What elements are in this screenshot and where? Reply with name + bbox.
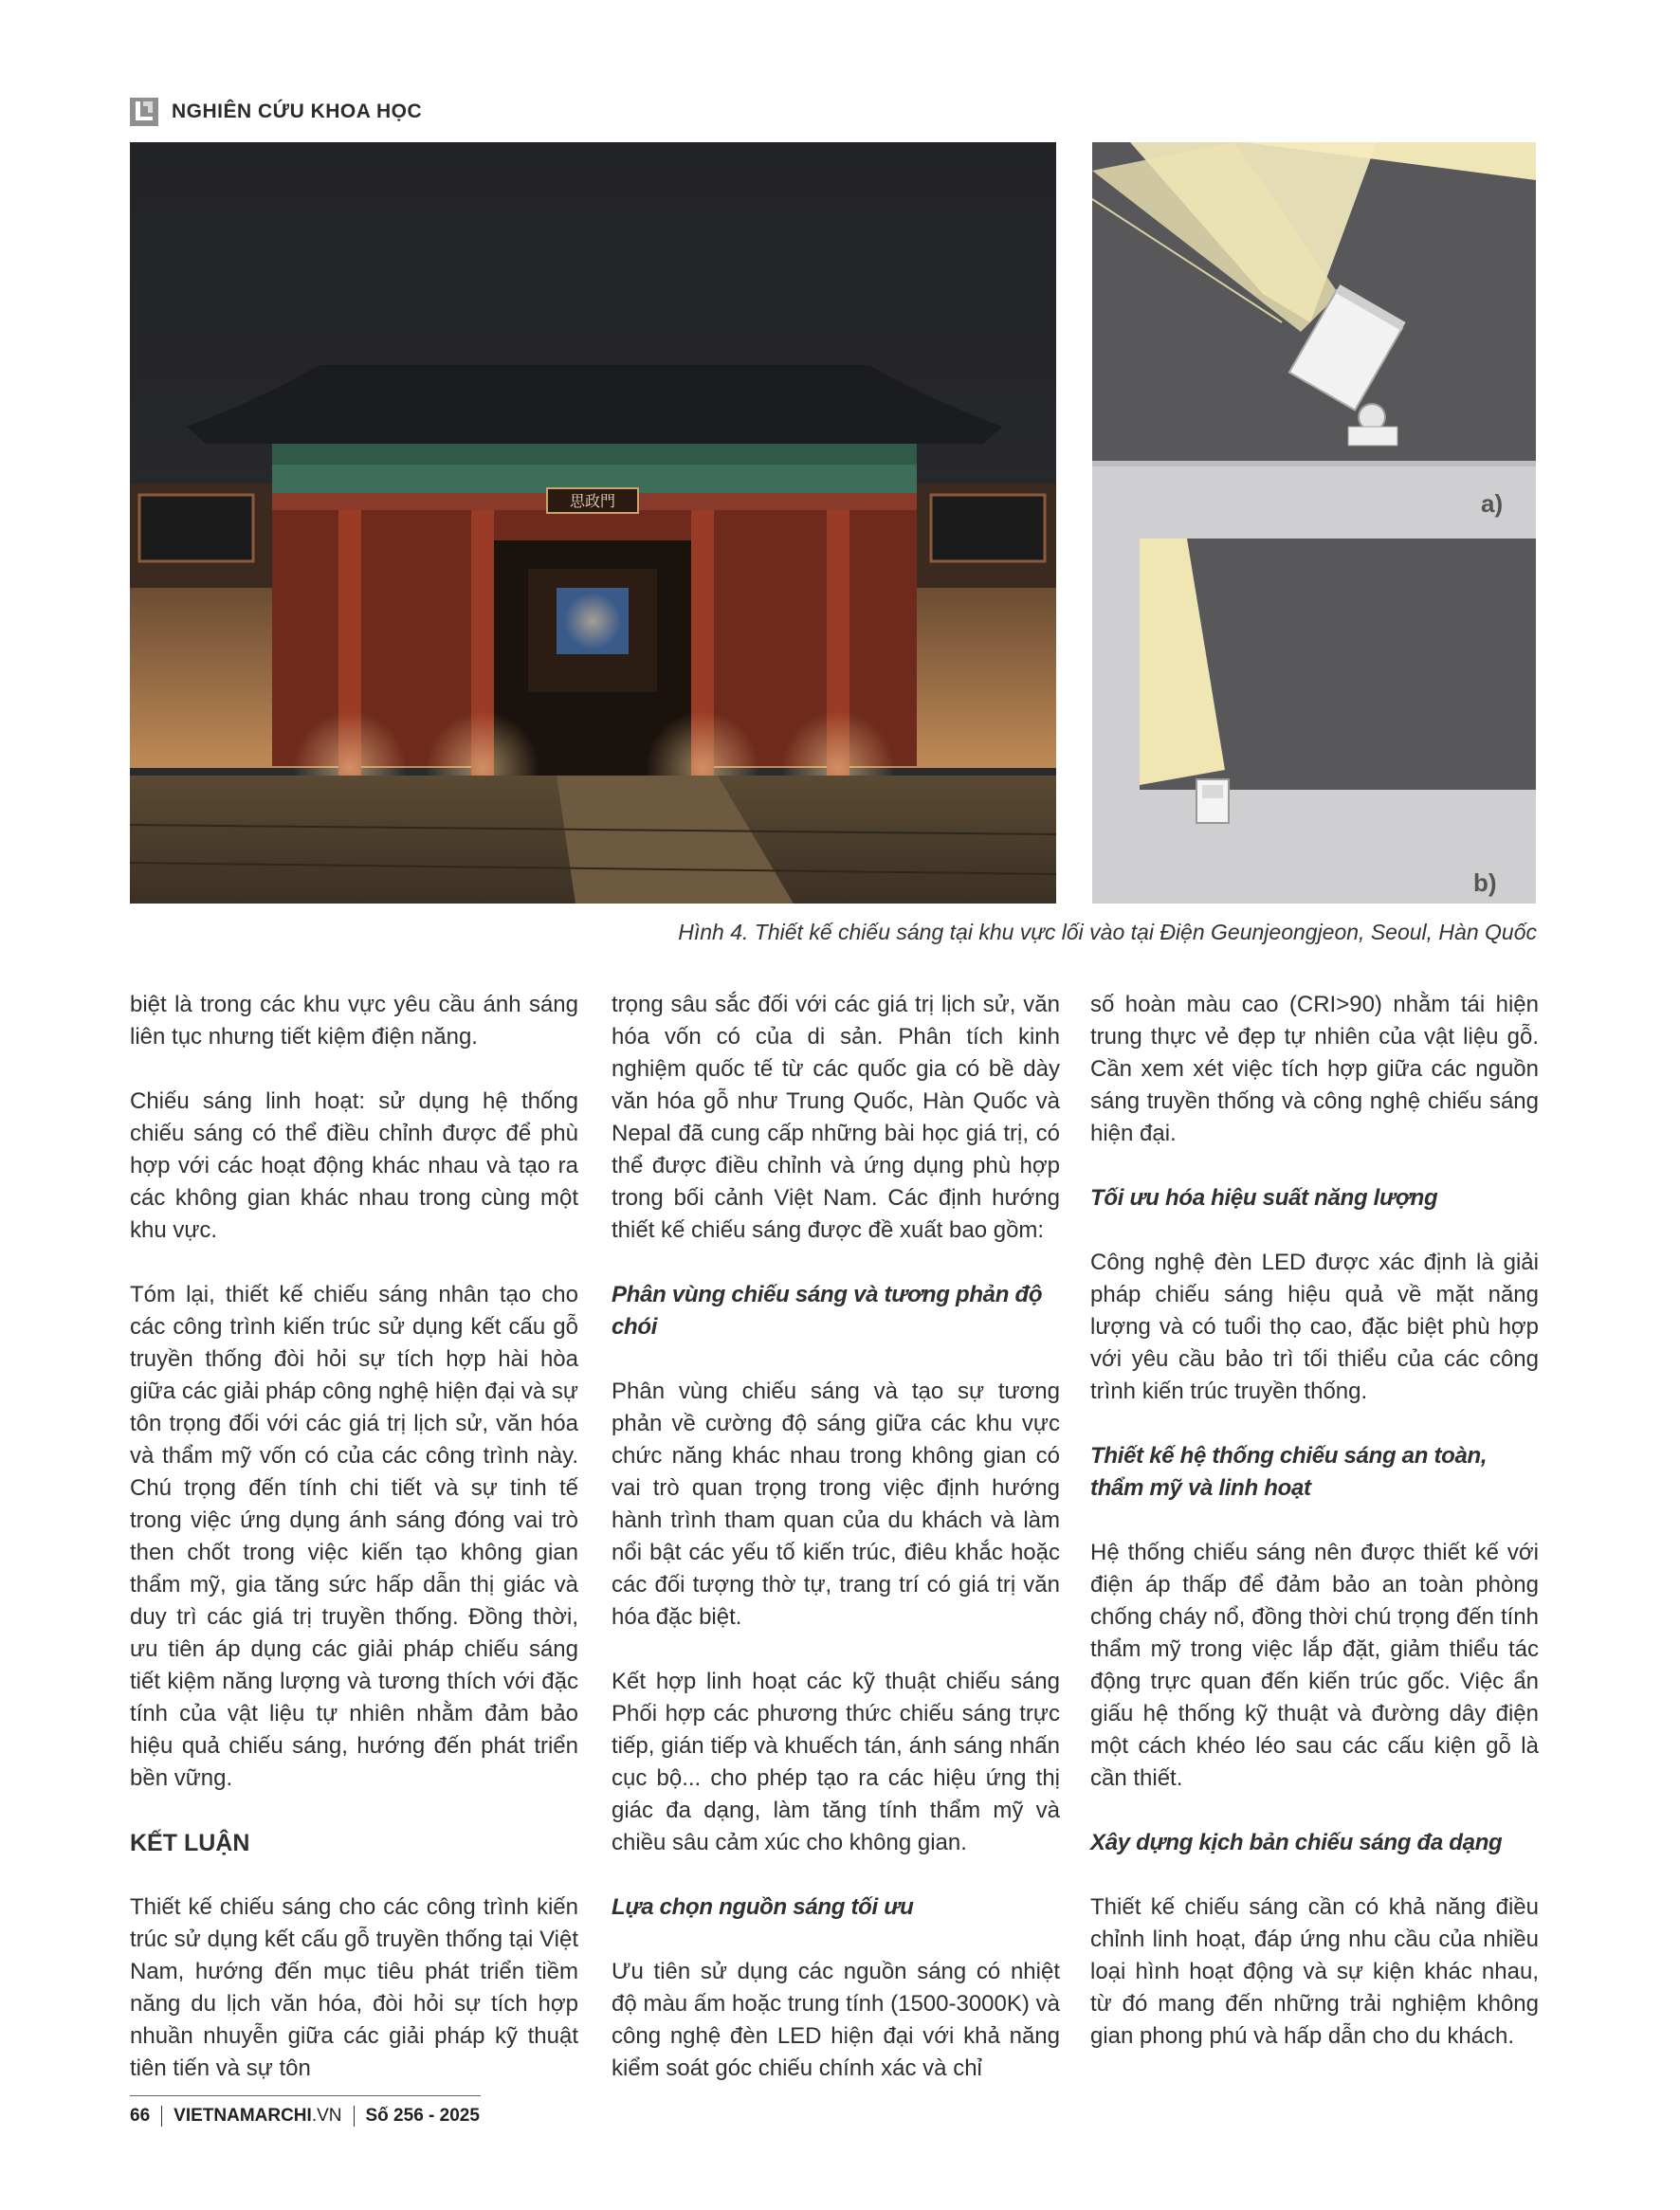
paragraph: Thiết kế chiếu sáng cho các công trình kiến trúc sử dụng kết cấu gỗ truyền thống tại Việt Nam, hướng đến mục tiêu phát triển tiềm năng du lịch văn hóa, đòi hỏi sự tích hợp nhuần nhuyễn giữa các giải pháp kỹ thuật tiên tiến và sự tôn [130, 1894, 578, 2081]
issue-number: Số 256 - 2025 [365, 2106, 480, 2126]
paragraph: Kết hợp linh hoạt các kỹ thuật chiếu sáng Phối hợp các phương thức chiếu sáng trực tiếp, gián tiếp và khuếch tán, ánh sáng nhấn cục bộ... cho phép tạo ra các hiệu ứng thị giác đa dạng, làm tăng tính thẩm mỹ và chiều sâu cảm xúc cho không gian. [612, 1669, 1060, 1855]
subheading: Lựa chọn nguồn sáng tối ưu [612, 1894, 914, 1920]
subheading: Tối ưu hóa hiệu suất năng lượng [1090, 1185, 1438, 1211]
paragraph: Phân vùng chiếu sáng và tạo sự tương phản về cường độ sáng giữa các khu vực chức năng khác nhau trong không gian có vai trò quan trọng trong việc định hướng hành trình tham quan của du khách và làm nổi bật các yếu tố kiến trúc, điêu khắc hoặc các đối tượng thờ tự, trang trí có giá trị văn hóa đặc biệt. [612, 1379, 1060, 1630]
text-column-2 [612, 989, 1060, 2117]
paragraph: Ưu tiên sử dụng các nguồn sáng có nhiệt độ màu ấm hoặc trung tính (1500-3000K) và công nghệ đèn LED hiện đại với khả năng kiểm soát góc chiếu chính xác và chỉ [612, 1959, 1060, 2081]
footer-site [173, 2106, 341, 2127]
diagram-label-b: b) [1473, 868, 1497, 897]
page-footer [130, 2095, 481, 2127]
paragraph: Chiếu sáng linh hoạt: sử dụng hệ thống chiếu sáng có thể điều chỉnh được để phù hợp với các hoạt động khác nhau và tạo ra các không gian khác nhau trong cùng một khu vực. [130, 1088, 578, 1243]
footer-divider [161, 2106, 162, 2127]
diagram-label-a: a) [1481, 489, 1504, 518]
section-title: NGHIÊN CỨU KHOA HỌC [172, 100, 423, 122]
figure-photo-temple-gate [130, 142, 1056, 904]
paragraph: Thiết kế chiếu sáng cần có khả năng điều chỉnh linh hoạt, đáp ứng nhu cầu của nhiều loại hình hoạt động và sự kiện khác nhau, từ đó mang đến những trải nghiệm không gian phong phú và hấp dẫn cho du khách. [1090, 1894, 1539, 2049]
paragraph: trọng sâu sắc đối với các giá trị lịch sử, văn hóa vốn có của di sản. Phân tích kinh nghiệm quốc tế từ các quốc gia có bề dày văn hóa gỗ như Trung Quốc, Hàn Quốc và Nepal đã cung cấp những bài học giá trị, có thể được điều chỉnh và ứng dụng phù hợp trong bối cảnh Việt Nam. Các định hướng thiết kế chiếu sáng được đề xuất bao gồm: [612, 992, 1060, 1243]
paragraph: Công nghệ đèn LED được xác định là giải pháp chiếu sáng hiệu quả về mặt năng lượng và có tuổi thọ cao, đặc biệt phù hợp với yêu cầu bảo trì tối thiểu của các công trình kiến trúc truyền thống. [1090, 1250, 1539, 1404]
subheading: Thiết kế hệ thống chiếu sáng an toàn, thẩm mỹ và linh hoạt [1090, 1443, 1488, 1501]
text-column-3 [1090, 989, 1539, 2085]
subheading: Xây dựng kịch bản chiếu sáng đa dạng [1090, 1830, 1503, 1855]
paragraph: biệt là trong các khu vực yêu cầu ánh sáng liên tục nhưng tiết kiệm điện năng. [130, 992, 578, 1050]
text-column-1 [130, 989, 578, 2117]
site-domain: .VN [311, 2106, 342, 2126]
figure-diagram-panel [1092, 142, 1536, 904]
paragraph: số hoàn màu cao (CRI>90) nhằm tái hiện trung thực vẻ đẹp tự nhiên của vật liệu gỗ. Cần xem xét việc tích hợp giữa các nguồn sáng truyền thống và công nghệ chiếu sáng hiện đại. [1090, 992, 1539, 1146]
paragraph: Tóm lại, thiết kế chiếu sáng nhân tạo cho các công trình kiến trúc sử dụng kết cấu gỗ truyền thống đòi hỏi sự tích hợp hài hòa giữa các giải pháp công nghệ hiện đại và sự tôn trọng đối với các giá trị lịch sử, văn hóa và thẩm mỹ vốn có của các công trình này. Chú trọng đến tính chi tiết và sự tinh tế trong việc ứng dụng ánh sáng đóng vai trò then chốt trong việc kiến tạo không gian thẩm mỹ, gia tăng sức hấp dẫn thị giác và duy trì các giá trị truyền thống. Đồng thời, ưu tiên áp dụng các giải pháp chiếu sáng tiết kiệm năng lượng và tương thích với đặc tính của vật liệu tự nhiên nhằm đảm bảo hiệu quả chiếu sáng, hướng đến phát triển bền vững. [130, 1282, 578, 1791]
photo-sign-text: 思政門 [569, 492, 616, 510]
footer-divider [354, 2106, 355, 2127]
magazine-logo-icon [130, 98, 158, 126]
page-header [130, 93, 422, 131]
site-name: VIETNAMARCHI [173, 2106, 312, 2126]
section-heading-conclusion: KẾT LUẬN [130, 1830, 250, 1856]
subheading: Phân vùng chiếu sáng và tương phản độ chói [612, 1282, 1043, 1340]
page-number: 66 [130, 2106, 151, 2126]
figure-caption: Hình 4. Thiết kế chiếu sáng tại khu vực lối vào tại Điện Geunjeongjeon, Seoul, Hàn Quốc [678, 920, 1537, 944]
paragraph: Hệ thống chiếu sáng nên được thiết kế với điện áp thấp để đảm bảo an toàn phòng chống cháy nổ, đồng thời chú trọng đến tính thẩm mỹ trong việc lắp đặt, giảm thiểu tác động trực quan đến kiến trúc gốc. Việc ẩn giấu hệ thống kỹ thuật và đường dây điện một cách khéo léo sau các cấu kiện gỗ là cần thiết. [1090, 1540, 1539, 1791]
